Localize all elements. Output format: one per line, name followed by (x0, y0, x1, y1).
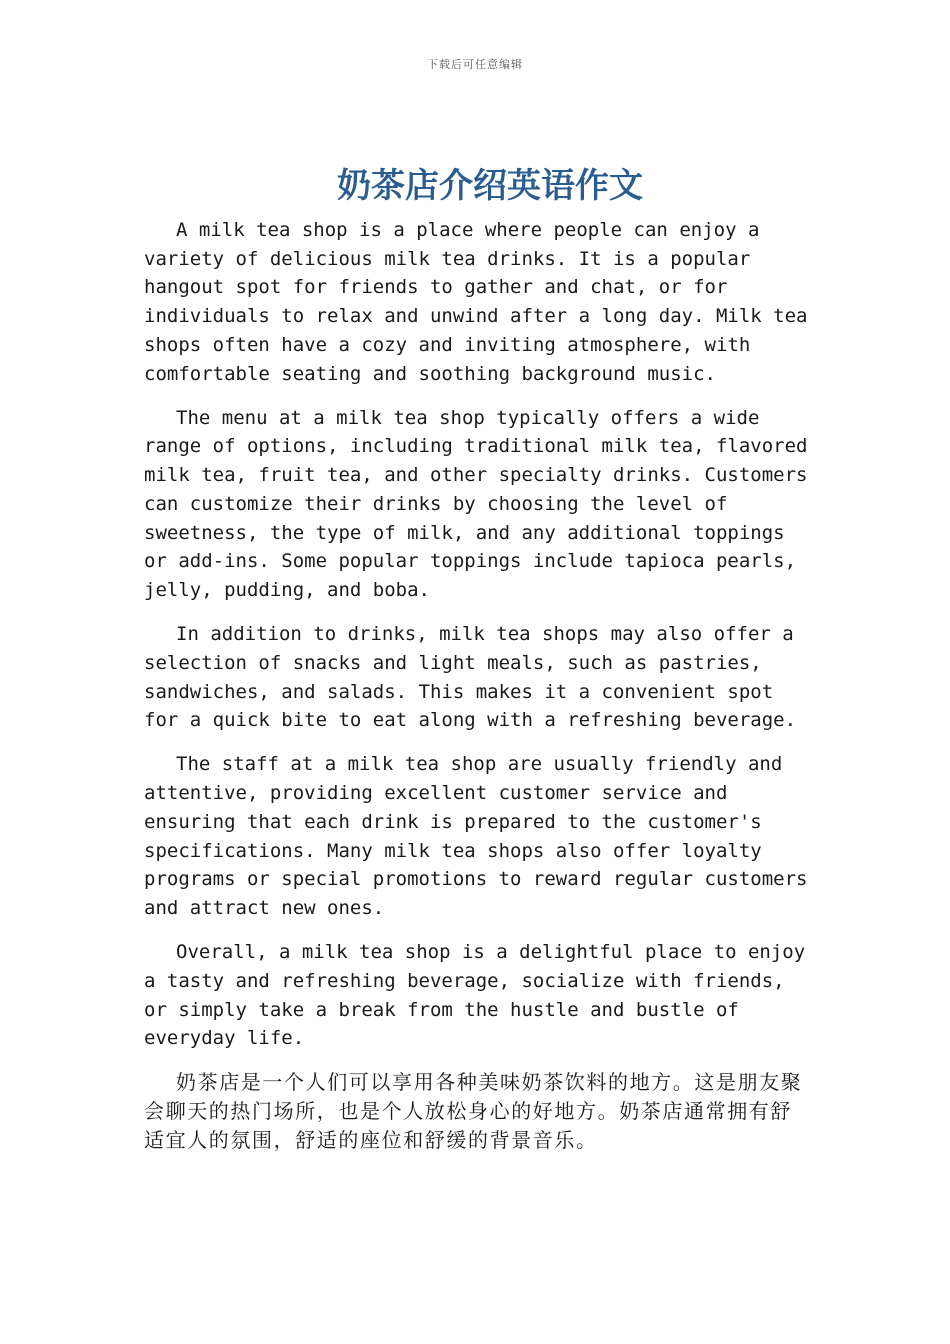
paragraph-food: In addition to drinks, milk tea shops may also offer a selection of snacks and light meals, such as pastries, sandwiches, and salads. This makes it a convenient spot for a quick bite to eat along with a refreshing beverage. (144, 623, 797, 732)
header-note: 下载后可任意编辑 (427, 58, 523, 71)
document-title: 奶茶店介绍英语作文 (337, 166, 643, 206)
paragraph-chinese: 奶茶店是一个人们可以享用各种美味奶茶饮料的地方。这是朋友聚会聊天的热门场所，也是个人放松身心的好地方。奶茶店通常拥有舒适宜人的氛围，舒适的座位和舒缓的背景音乐。 (144, 1070, 803, 1153)
document-body (144, 216, 812, 1171)
paragraph-staff: The staff at a milk tea shop are usually friendly and attentive, providing excellent customer service and ensuring that each drink is prepared to the customer's specifications. Many milk tea shops also offer loyalty programs or special promotions to reward regular customers and attract new ones. (144, 753, 808, 919)
paragraph-overall: Overall, a milk tea shop is a delightful place to enjoy a tasty and refreshing beverage, socialize with friends, or simply take a break from the hustle and bustle of everyday life. (144, 941, 806, 1050)
paragraph-menu: The menu at a milk tea shop typically offers a wide range of options, including traditional milk tea, flavored milk tea, fruit tea, and other specialty drinks. Customers can customize their drinks by choosing the level of sweetness, the type of milk, and any additional toppings or add-ins. Some popular toppings include tapioca pearls, jelly, pudding, and boba. (144, 406, 808, 601)
paragraph-intro: A milk tea shop is a place where people can enjoy a variety of delicious milk tea drinks. It is a popular hangout spot for friends to gather and chat, or for individuals to relax and unwind after a long day. Milk tea shops often have a cozy and inviting atmosphere, with comfortable seating and soothing background music. (144, 219, 808, 385)
